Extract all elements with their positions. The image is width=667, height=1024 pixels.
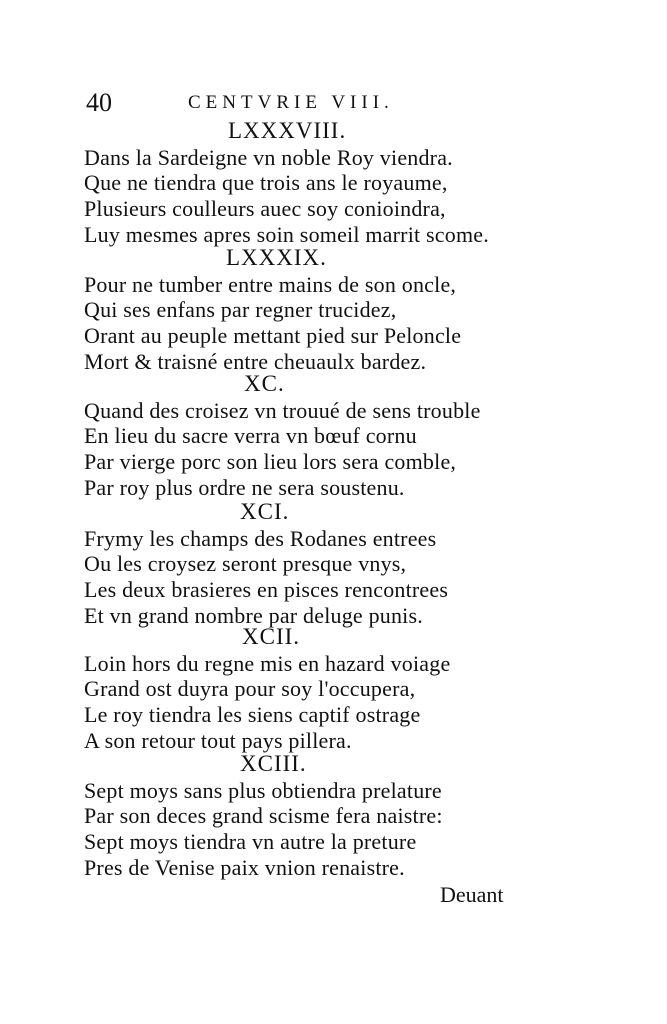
verse-line: Pour ne tumber entre mains de son oncle, <box>84 272 457 297</box>
page-header <box>86 88 546 118</box>
quatrain-number: XCI. <box>240 499 290 524</box>
verse-line: Par vierge porc son lieu lors sera comble, <box>84 449 457 474</box>
page-number: 40 <box>86 88 112 117</box>
verse-line: Et vn grand nombre par deluge punis. <box>84 603 423 628</box>
verse-line: Frymy les champs des Rodanes entrees <box>84 526 437 551</box>
verse-line: Par roy plus ordre ne sera soustenu. <box>84 475 405 500</box>
verse-line: Pres de Venise paix vnion renaistre. <box>84 855 405 880</box>
verse-line: Ou les croysez seront presque vnys, <box>84 551 407 576</box>
verse-line: Orant au peuple mettant pied sur Peloncle <box>84 323 462 348</box>
verse-line: Qui ses enfans par regner trucidez, <box>84 297 397 322</box>
verse-line: Sept moys tiendra vn autre la preture <box>84 829 417 854</box>
running-title: CENTVRIE VIII. <box>188 92 394 113</box>
quatrain-number: LXXXIX. <box>226 245 327 270</box>
verse-line: Sept moys sans plus obtiendra prelature <box>84 778 442 803</box>
verse-line: En lieu du sacre verra vn bœuf cornu <box>84 423 417 448</box>
verse-line: Que ne tiendra que trois ans le royaume, <box>84 170 448 195</box>
verse-line: Loin hors du regne mis en hazard voiage <box>84 651 451 676</box>
verse-line: Luy mesmes apres soin someil marrit scome. <box>84 222 489 247</box>
verse-line: Mort & traisné entre cheuaulx bardez. <box>84 349 427 374</box>
verse-line: Plusieurs coulleurs auec soy conioindra, <box>84 196 446 221</box>
quatrain-number: XC. <box>244 371 285 396</box>
quatrain-number: XCIII. <box>240 751 307 776</box>
quatrain-number: XCII. <box>242 624 301 649</box>
catchword: Deuant <box>440 882 504 907</box>
verse-line: A son retour tout pays pillera. <box>84 728 352 753</box>
verse-line: Grand ost duyra pour soy l'occupera, <box>84 676 416 701</box>
verse-line: Dans la Sardeigne vn noble Roy viendra. <box>84 145 453 170</box>
verse-line: Quand des croisez vn trouué de sens trouble <box>84 398 481 423</box>
verse-line: Les deux brasieres en pisces rencontrees <box>84 577 449 602</box>
quatrain-number: LXXXVIII. <box>228 118 347 143</box>
verse-line: Par son deces grand scisme fera naistre: <box>84 803 443 828</box>
verse-line: Le roy tiendra les siens captif ostrage <box>84 702 421 727</box>
